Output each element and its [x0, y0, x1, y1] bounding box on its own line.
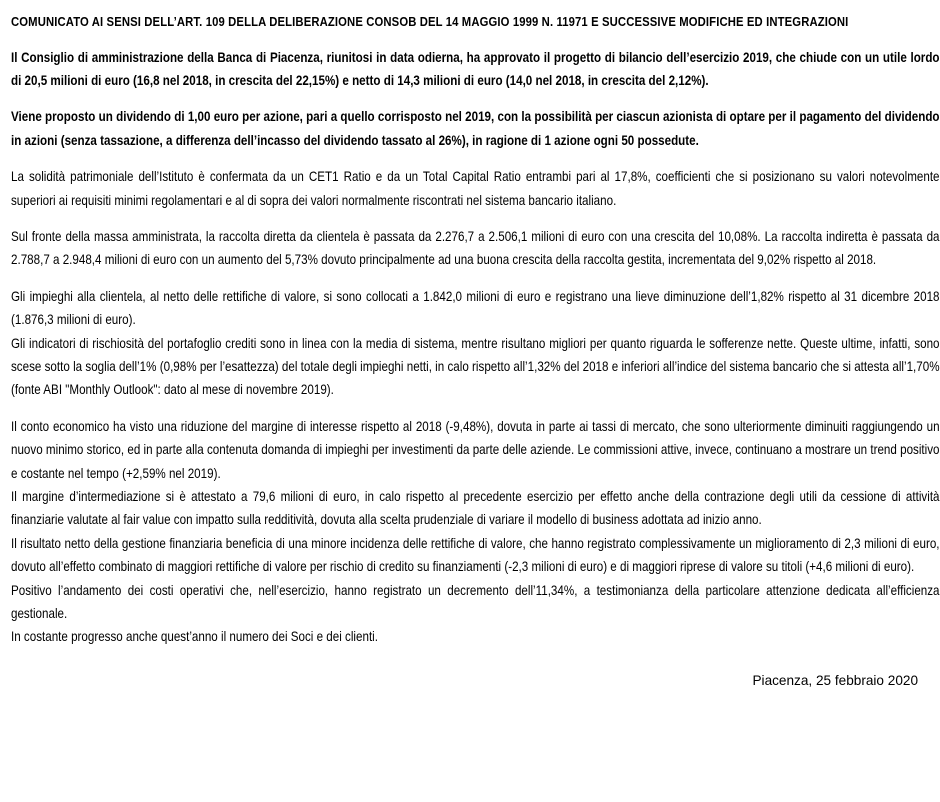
paragraph-indicatori-rischiosita: Gli indicatori di rischiosità del portafoglio crediti sono in linea con la media di sistema, mentre risultano migliori per quanto riguarda le sofferenze nette. Queste ultime, infatti, sono scese sotto la soglia dell’1% (0,98% per l’esattezza) del totale degli impieghi netti, in calo rispetto all’1,32% del 2018 e inferiori all’indice del sistema bancario che si attesta all’1,70% (fonte ABI "Monthly Outlook": dato al mese di novembre 2019). — [11, 335, 940, 398]
paragraph-utile-esercizio: Il Consiglio di amministrazione della Banca di Piacenza, riunitosi in data odierna, ha approvato il progetto di bilancio dell’esercizio 2019, che chiude con un utile lordo di 20,5 milioni di euro (16,8 nel 2018, in crescita del 22,15%) e netto di 14,3 milioni di euro (14,0 nel 2018, in crescita del 2,12%). — [11, 49, 940, 88]
paragraph-dividendo: Viene proposto un dividendo di 1,00 euro per azione, pari a quello corrisposto nel 2019, con la possibilità per ciascun azionista di optare per il pagamento del dividendo in azioni (senza tassazione, a differenza dell’incasso del dividendo tassato al 26%), in ragione di 1 azione ogni 50 possedute. — [11, 109, 940, 148]
paragraph-soci-clienti: In costante progresso anche quest’anno il numero dei Soci e dei clienti. — [11, 629, 378, 645]
document-body-column — [11, 10, 940, 649]
paragraph-risultato-netto-gestione: Il risultato netto della gestione finanziaria beneficia di una minore incidenza delle rettifiche di valore, che hanno registrato complessivamente un miglioramento di 2,3 milioni di euro, dovuto all’effetto combinato di maggiori rettifiche di valore per rischio di credito su finanziamenti (-2,3 milioni di euro) e di maggiori riprese di valore su titoli (+4,6 milioni di euro). — [11, 535, 940, 575]
paragraph-margine-intermediazione: Il margine d’intermediazione si è attestato a 79,6 milioni di euro, in calo rispetto al precedente esercizio per effetto anche della contrazione degli utili da cessione di attività finanziarie valutate al fair value con impatto sulla redditività, dovuta alla scelta prudenziale di variare il modello di business adottata ad inizio anno. — [11, 489, 940, 528]
signature-block — [11, 671, 930, 691]
paragraph-massa-amministrata: Sul fronte della massa amministrata, la raccolta diretta da clientela è passata da 2.276,7 a 2.506,1 milioni di euro con una crescita del 10,08%. La raccolta indiretta è passata da 2.788,7 a 2.948,4 milioni di euro con un aumento del 5,73% dovuto principalmente ad una buona crescita della raccolta gestita, incrementata del 9,02% rispetto al 2018. — [11, 228, 940, 268]
paragraph-impieghi-clientela: Gli impieghi alla clientela, al netto delle rettifiche di valore, si sono collocati a 1.842,0 milioni di euro e registrano una lieve diminuzione dell’1,82% rispetto al 31 dicembre 2018 (1.876,3 milioni di euro). — [11, 288, 940, 328]
paragraph-costi-operativi: Positivo l’andamento dei costi operativi che, nell’esercizio, hanno registrato un decremento dell’11,34%, a testimonianza della particolare attenzione dedicata all’efficienza gestionale. — [11, 582, 940, 622]
paragraph-conto-economico: Il conto economico ha visto una riduzione del margine di interesse rispetto al 2018 (-9,48%), dovuta in parte ai tassi di mercato, che sono ulteriormente diminuiti raggiungendo un nuovo minimo storico, ed in parte alla contenuta domanda di impieghi per investimenti da parte delle aziende. Le commissioni attive, invece, continuano a mostrare un trend positivo e costante nel tempo (+2,59% nel 2019). — [11, 418, 940, 481]
signature-place-date: Piacenza, 25 febbraio 2020 — [752, 672, 918, 688]
paragraph-solidita-patrimoniale: La solidità patrimoniale dell’Istituto è confermata da un CET1 Ratio e da un Total Capital Ratio entrambi pari al 17,8%, coefficienti che si posizionano su valori notevolmente superiori ai requisiti minimi regolamentari e al di sopra dei valori normalmente riscontrati nel sistema bancario italiano. — [11, 169, 940, 208]
document-title: COMUNICATO AI SENSI DELL’ART. 109 DELLA DELIBERAZIONE CONSOB DEL 14 MAGGIO 1999 N. 11971 E SUCCESSIVE MODIFICHE ED INTEGRAZIONI — [11, 14, 849, 29]
